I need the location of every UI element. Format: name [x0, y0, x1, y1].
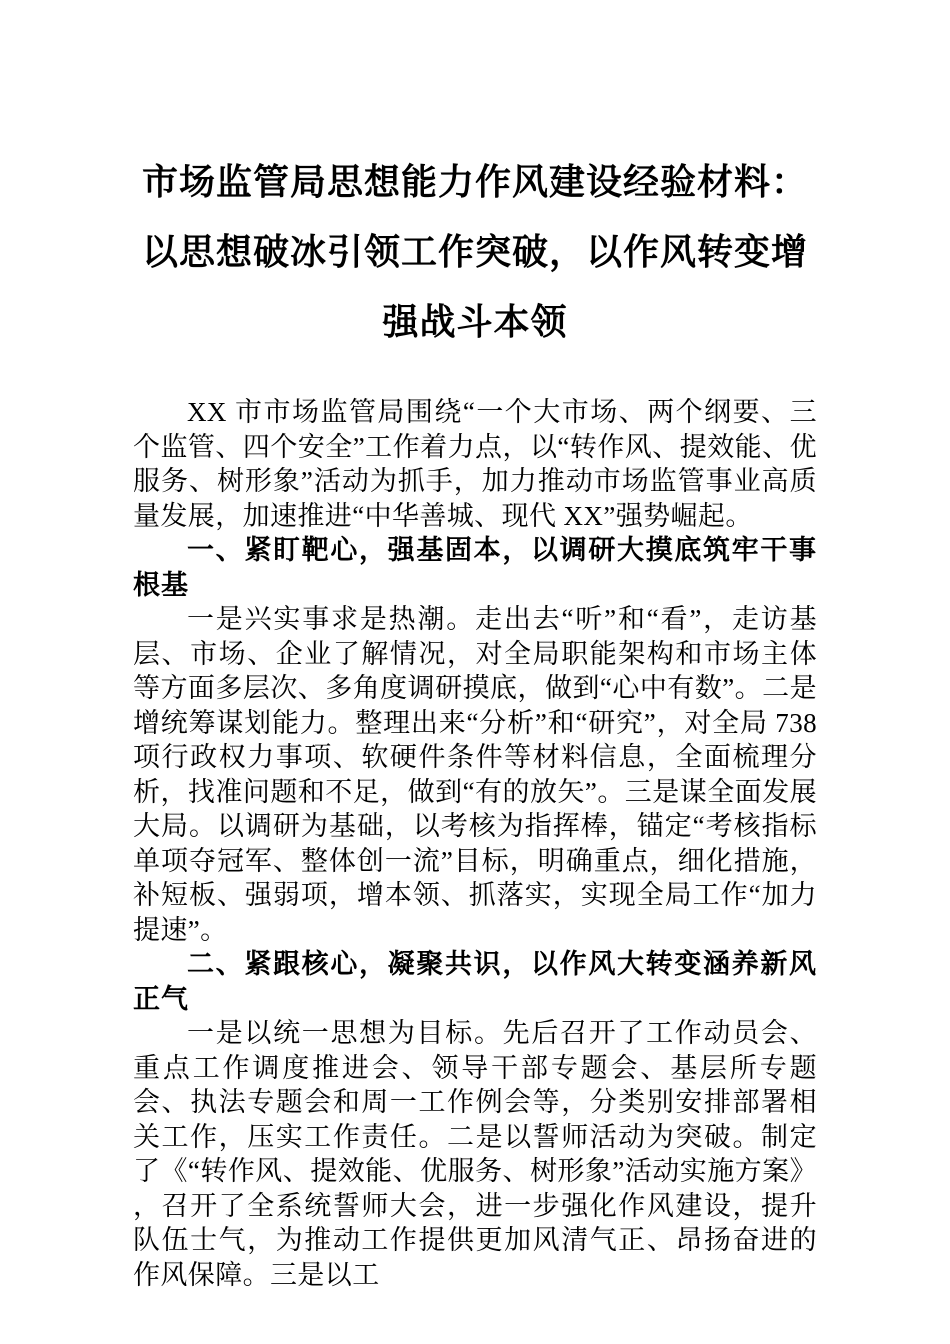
paragraph-intro: XX 市市场监管局围绕“一个大市场、两个纲要、三个监管、四个安全”工作着力点，以“转作风、提效能、优服务、树形象”活动为抓手，加力推动市场监管事业高质量发展，加速推进“中华善城、现代 XX”强势崛起。: [133, 397, 817, 531]
paragraph-section-1: 一是兴实事求是热潮。走出去“听”和“看”，走访基层、市场、企业了解情况，对全局职能架构和市场主体等方面多层次、多角度调研摸底，做到“心中有数”。二是增统筹谋划能力。整理出来“分析”和“研究”，对全局 738 项行政权力事项、软硬件条件等材料信息，全面梳理分析，找准问题和不足，做到“有的放矢”。三是谋全面发展大局。以调研为基础，以考核为指挥棒，锚定“考核指标单项夺冠军、整体创一流”目标，明确重点，细化措施，补短板、强弱项，增本领、抓落实，实现全局工作“加力提速”。: [133, 604, 817, 945]
section-heading-1: 一、紧盯靶心，强基固本，以调研大摸底筑牢干事根基: [133, 535, 817, 600]
document-title: 市场监管局思想能力作风建设经验材料：以思想破冰引领工作突破，以作风转变增强战斗本领: [141, 161, 808, 342]
paragraph-section-2: 一是以统一思想为目标。先后召开了工作动员会、重点工作调度推进会、领导干部专题会、基层所专题会、执法专题会和周一工作例会等，分类别安排部署相关工作，压实工作责任。二是以誓师活动为突破。制定了《“转作风、提效能、优服务、树形象”活动实施方案》 ，召开了全系统誓师大会，进一步强化作风建设，提升队伍士气，为推动工作提供更加风清气正、昂扬奋进的作风保障。三是以工: [133, 1018, 817, 1290]
section-heading-2: 二、紧跟核心，凝聚共识，以作风大转变涵养新风正气: [133, 949, 817, 1014]
